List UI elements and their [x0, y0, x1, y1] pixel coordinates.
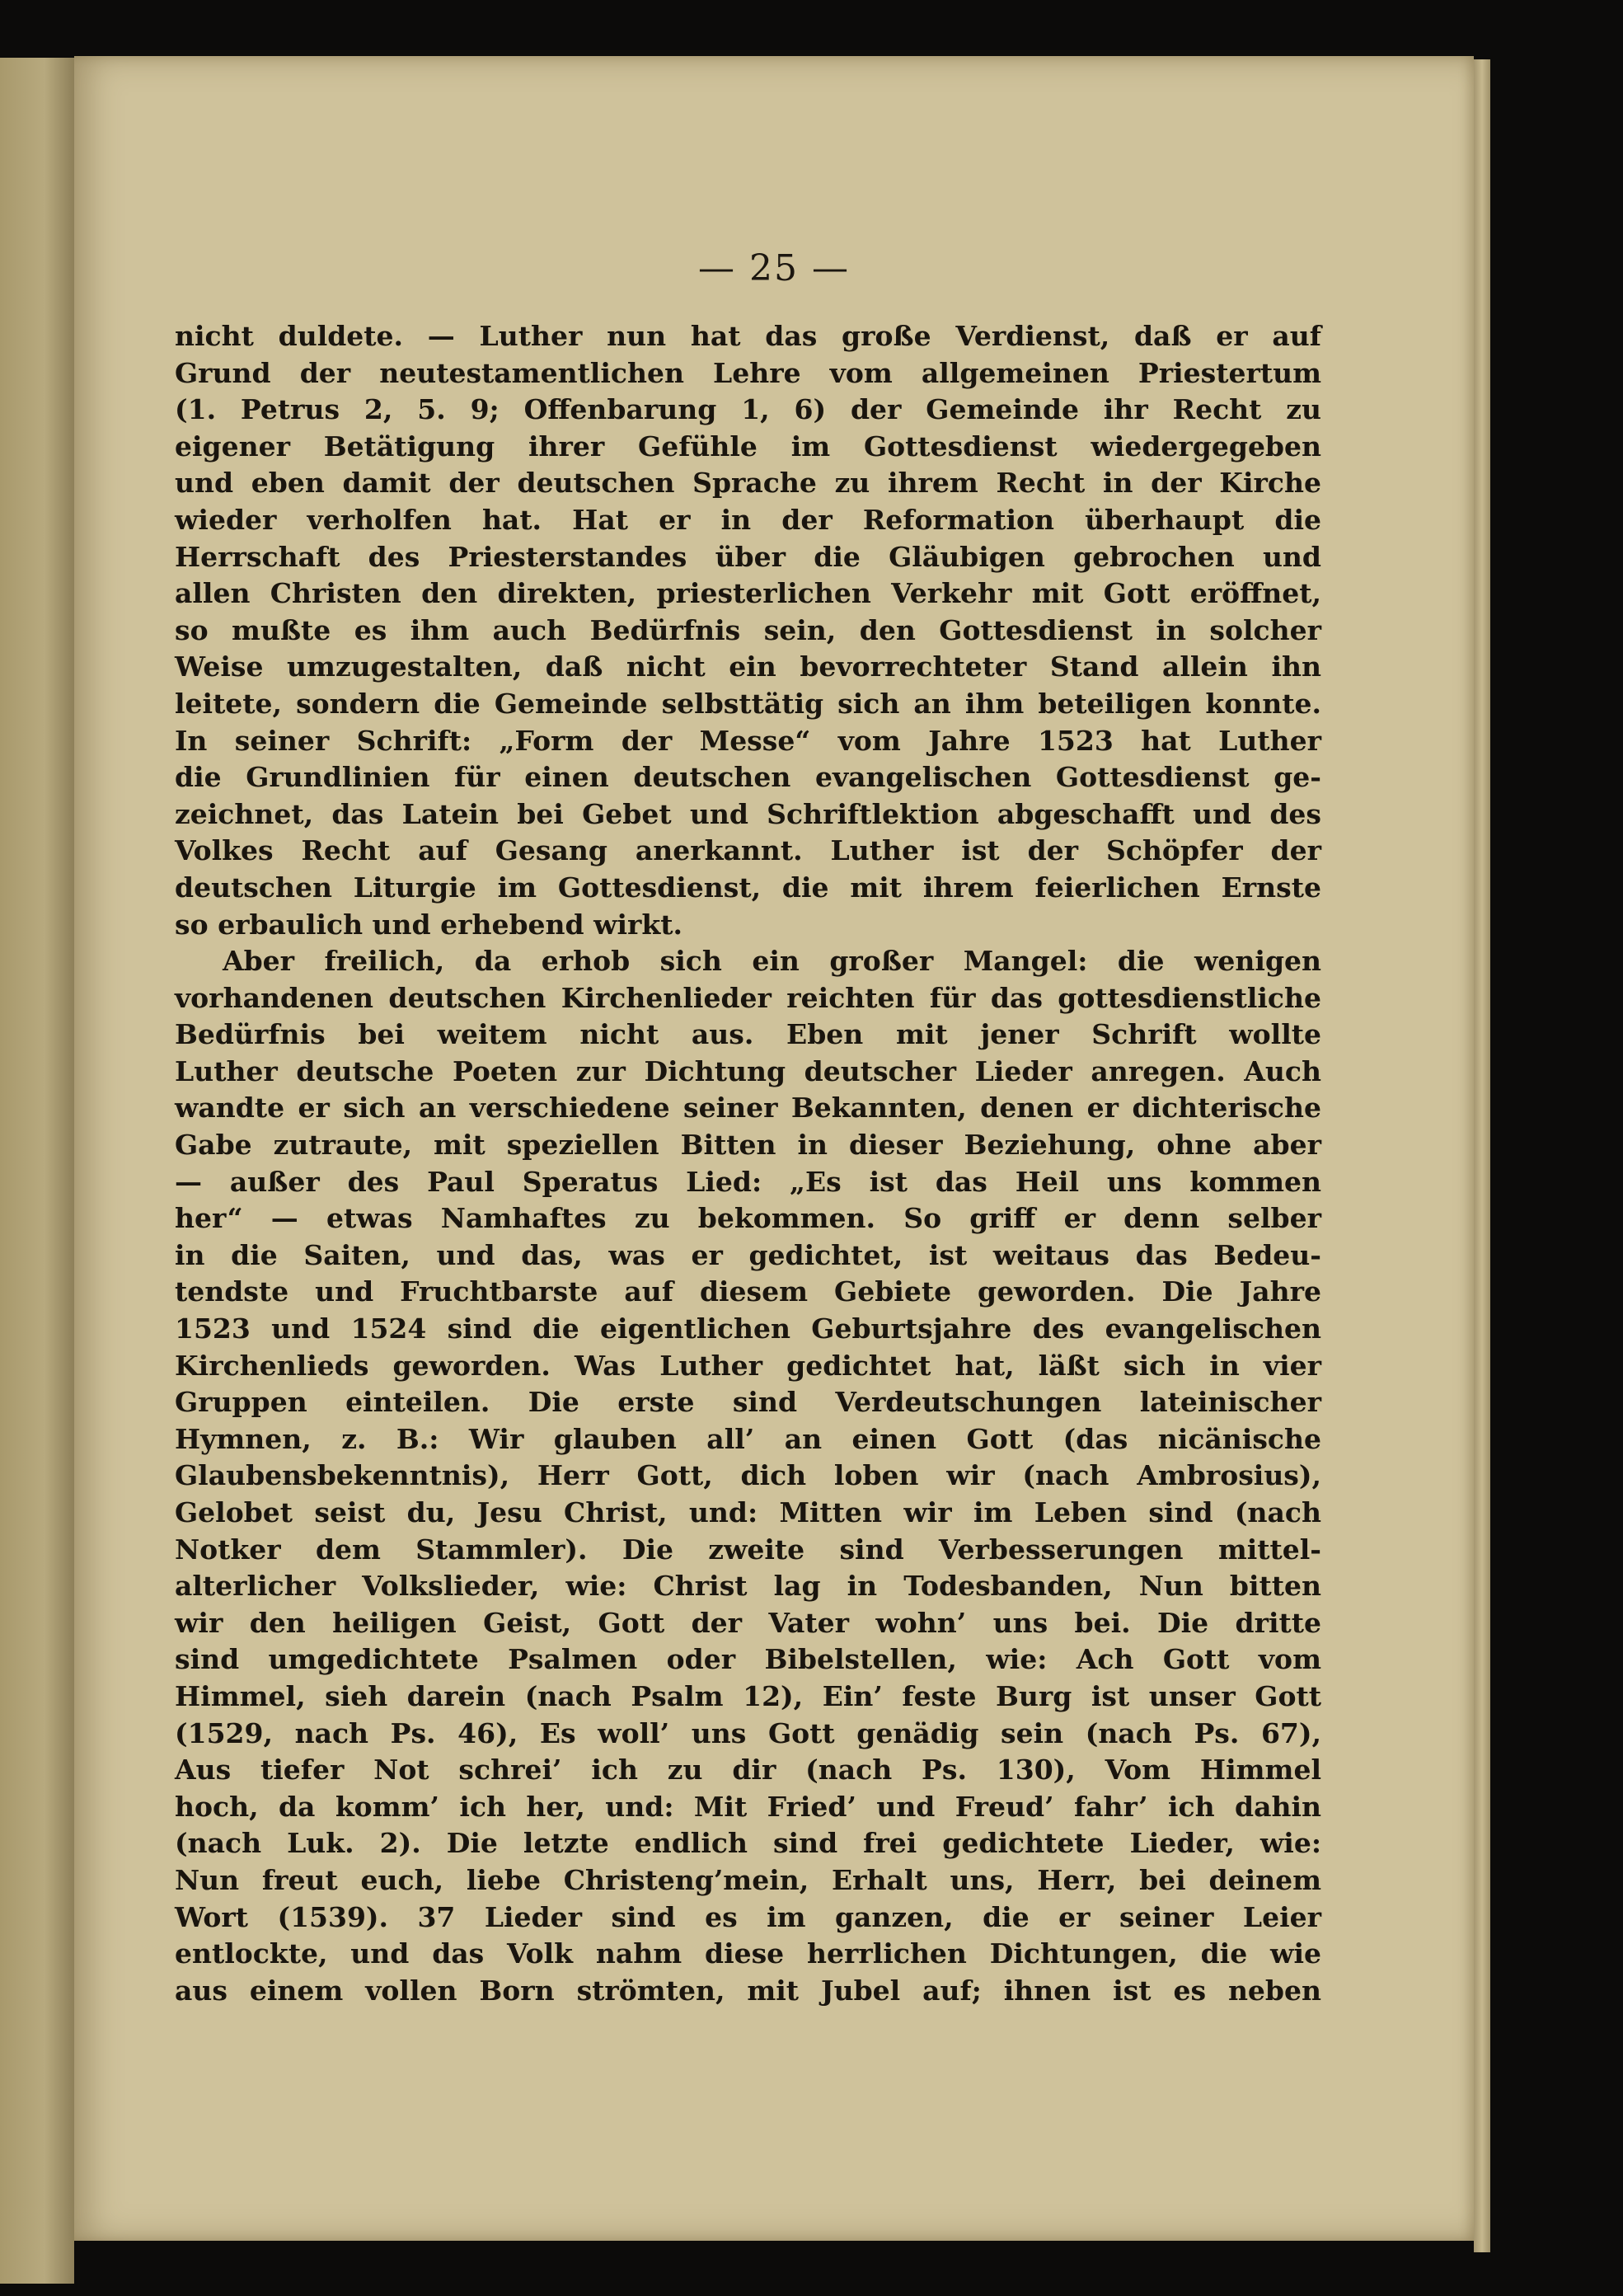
text-line: Hymnen, z. B.: Wir glauben all’ an einen Gott (das nicänische [175, 1422, 1321, 1455]
text-line: Aber freilich, da erhob sich ein großer Mangel: die wenigen [223, 945, 1321, 978]
text-line: in die Saiten, und das, was er gedichtet, ist weitaus das Bedeu- [175, 1238, 1321, 1271]
text-line: hoch, da komm’ ich her, und: Mit Fried’ und Freud’ fahr’ ich dahin [175, 1790, 1321, 1823]
text-line: tendste und Fruchtbarste auf diesem Gebiete geworden. Die Jahre [175, 1275, 1321, 1308]
text-line: 1523 und 1524 sind die eigentlichen Geburtsjahre des evangelischen [175, 1312, 1321, 1345]
text-line: nicht duldete. — Luther nun hat das große Verdienst, daß er auf [175, 320, 1321, 352]
text-line: Nun freut euch, liebe Christeng’mein, Erhalt uns, Herr, bei deinem [175, 1863, 1321, 1896]
book-page [74, 56, 1474, 2241]
text-line: her“ — etwas Namhaftes zu bekommen. So griff er denn selber [175, 1202, 1321, 1235]
text-line: (1529, nach Ps. 46), Es woll’ uns Gott genädig sein (nach Ps. 67), [175, 1716, 1321, 1749]
text-line: zeichnet, das Latein bei Gebet und Schriftlektion abgeschafft und des [175, 797, 1321, 830]
facing-page-edge [0, 58, 74, 2284]
text-line: In seiner Schrift: „Form der Messe“ vom Jahre 1523 hat Luther [175, 724, 1321, 757]
text-line: und eben damit der deutschen Sprache zu ihrem Recht in der Kirche [175, 467, 1321, 500]
text-line: Notker dem Stammler). Die zweite sind Verbesserungen mittel- [175, 1533, 1321, 1566]
text-line: Luther deutsche Poeten zur Dichtung deutscher Lieder anregen. Auch [175, 1054, 1321, 1087]
text-line: leitete, sondern die Gemeinde selbsttätig sich an ihm beteiligen konnte. [175, 687, 1321, 720]
text-line: Glaubensbekenntnis), Herr Gott, dich loben wir (nach Ambrosius), [175, 1459, 1321, 1492]
text-line: Herrschaft des Priesterstandes über die Gläubigen gebrochen und [175, 540, 1321, 573]
text-line: Grund der neutestamentlichen Lehre vom allgemeinen Priestertum [175, 356, 1321, 389]
text-line: so mußte es ihm auch Bedürfnis sein, den Gottesdienst in solcher [175, 613, 1321, 646]
text-line: Kirchenlieds geworden. Was Luther gedichtet hat, läßt sich in vier [175, 1349, 1321, 1382]
page-number: — 25 — [698, 247, 850, 289]
text-line: Himmel, sieh darein (nach Psalm 12), Ein’ feste Burg ist unser Gott [175, 1679, 1321, 1712]
text-line: entlockte, und das Volk nahm diese herrlichen Dichtungen, die wie [175, 1937, 1321, 1970]
text-line: allen Christen den direkten, priesterlichen Verkehr mit Gott eröffnet, [175, 577, 1321, 610]
text-line: deutschen Liturgie im Gottesdienst, die mit ihrem feierlichen Ernste [175, 871, 1321, 904]
text-line: wieder verholfen hat. Hat er in der Reformation überhaupt die [175, 503, 1321, 536]
text-line: (1. Petrus 2, 5. 9; Offenbarung 1, 6) der Gemeinde ihr Recht zu [175, 393, 1321, 426]
text-line: Wort (1539). 37 Lieder sind es im ganzen, die er seiner Leier [175, 1900, 1321, 1933]
text-line: Weise umzugestalten, daß nicht ein bevorrechteter Stand allein ihn [175, 650, 1321, 683]
text-line: sind umgedichtete Psalmen oder Bibelstellen, wie: Ach Gott vom [175, 1643, 1321, 1676]
page-stack-edge [1474, 59, 1490, 2252]
text-line: wir den heiligen Geist, Gott der Vater wohn’ uns bei. Die dritte [175, 1606, 1321, 1639]
text-line: alterlicher Volkslieder, wie: Christ lag in Todesbanden, Nun bitten [175, 1570, 1321, 1603]
text-line: Gabe zutraute, mit speziellen Bitten in dieser Beziehung, ohne aber [175, 1129, 1321, 1162]
text-line: — außer des Paul Speratus Lied: „Es ist das Heil uns kommen [175, 1165, 1321, 1198]
text-line: (nach Luk. 2). Die letzte endlich sind frei gedichtete Lieder, wie: [175, 1827, 1321, 1860]
text-line: aus einem vollen Born strömten, mit Jubel auf; ihnen ist es neben [175, 1974, 1321, 2007]
text-line: Volkes Recht auf Gesang anerkannt. Luther ist der Schöpfer der [175, 834, 1321, 867]
text-line: so erbaulich und erhebend wirkt. [175, 908, 683, 941]
text-line: die Grundlinien für einen deutschen evangelischen Gottesdienst ge- [175, 761, 1321, 794]
body-text [175, 318, 1321, 2009]
text-line: Aus tiefer Not schrei’ ich zu dir (nach Ps. 130), Vom Himmel [175, 1754, 1321, 1787]
text-line: Gelobet seist du, Jesu Christ, und: Mitten wir im Leben sind (nach [175, 1496, 1321, 1528]
text-line: Gruppen einteilen. Die erste sind Verdeutschungen lateinischer [175, 1386, 1321, 1419]
text-line: vorhandenen deutschen Kirchenlieder reichten für das gottesdienstliche [175, 981, 1321, 1014]
text-line: eigener Betätigung ihrer Gefühle im Gottesdienst wiedergegeben [175, 430, 1321, 462]
text-line: wandte er sich an verschiedene seiner Bekannten, denen er dichterische [175, 1092, 1321, 1125]
text-line: Bedürfnis bei weitem nicht aus. Eben mit jener Schrift wollte [175, 1018, 1321, 1051]
